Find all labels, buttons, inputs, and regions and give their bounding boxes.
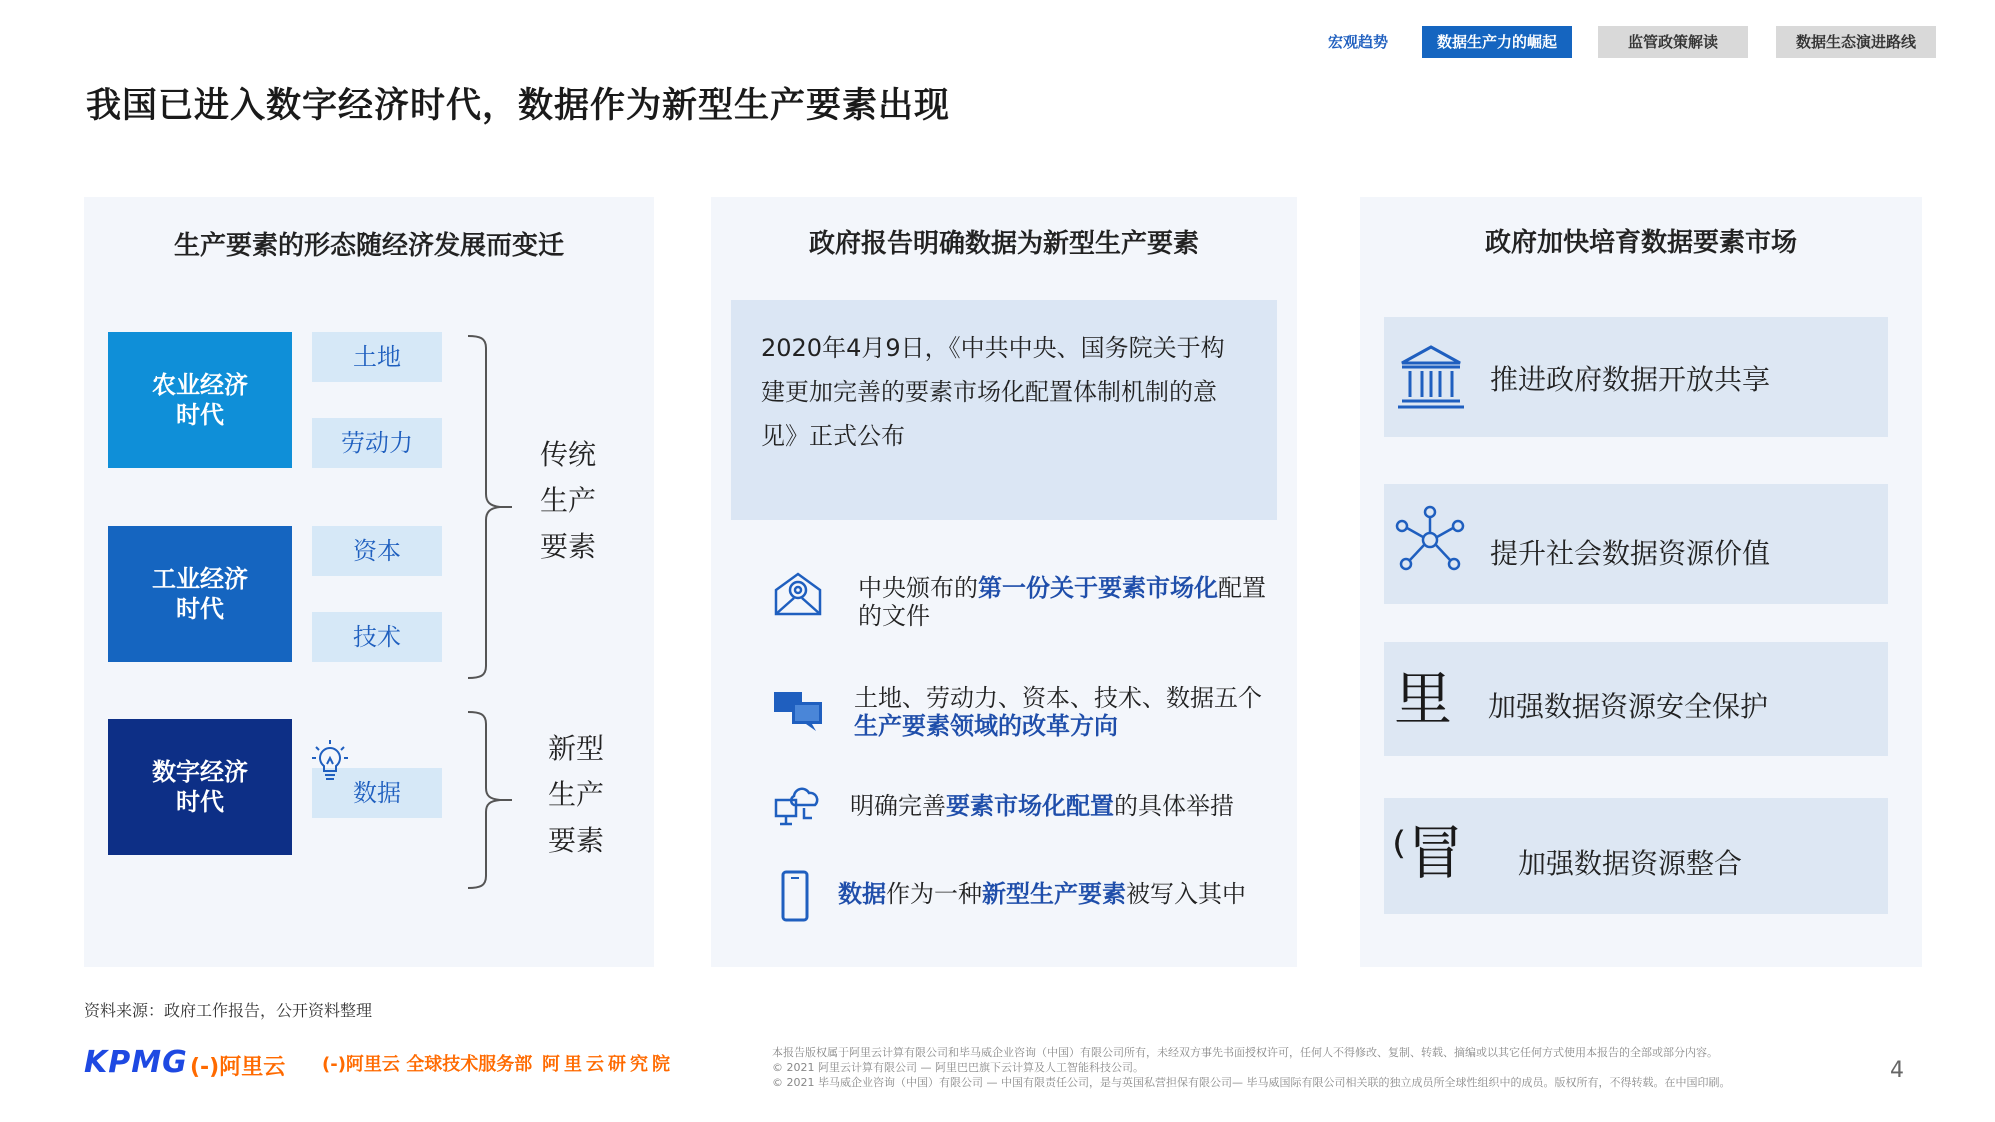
cloud-device-icon — [772, 778, 824, 832]
network-nodes-icon — [1392, 504, 1468, 576]
aliyun-logo: (-)阿里云 — [190, 1055, 286, 1080]
page-title: 我国已进入数字经济时代，数据作为新型生产要素出现 — [86, 86, 951, 126]
right-label-resource-value: 提升社会数据资源价值 — [1490, 537, 1771, 570]
policy-announcement: 2020年4月9日，《中共中央、国务院关于构建更加完善的要素市场化配置体制机制的意见》正式公布 — [731, 300, 1277, 520]
aliyun-research-logo: 阿里云研究院 — [542, 1054, 674, 1075]
aliyun-global-tech-logo: (-)阿里云 全球技术服务部 — [322, 1054, 533, 1075]
era-digital: 数字经济时代 — [108, 719, 292, 855]
government-building-icon — [1396, 343, 1466, 411]
right-panel-title: 政府加快培育数据要素市场 — [1484, 228, 1797, 258]
group-new-factors: 新型 生产 要素 — [547, 732, 604, 857]
factor-land: 土地 — [312, 332, 442, 382]
era-agricultural: 农业经济时代 — [108, 332, 292, 468]
left-panel-title: 生产要素的形态随经济发展而变迁 — [173, 231, 564, 261]
factor-technology: 技术 — [312, 612, 442, 662]
right-label-security: 加强数据资源安全保护 — [1488, 690, 1769, 723]
brace-new — [466, 710, 514, 890]
mid-item-measures: 明确完善要素市场化配置的具体举措 — [850, 792, 1234, 820]
shield-glyph-icon: 里 — [1394, 665, 1453, 733]
factor-capital: 资本 — [312, 526, 442, 576]
tab-data-ecosystem-roadmap[interactable]: 数据生态演进路线 — [1776, 26, 1936, 58]
disclaimer: 本报告版权属于阿里云计算有限公司和毕马威企业咨询（中国）有限公司所有，未经双方事先书面授权许可，任何人不得修改、复制、转载、摘编或以其它任何方式使用本报告的全部或部分内容。 © 2021 阿里云计算有限公司 — 阿里巴巴旗下云计算及人工智能科技公司。 © 2021 毕马威企业咨询（中国）有限公司 — 中国有限责任公司，是与英国私营担保有限公司— 毕马威国际有限公司相关联的独立成员所全球性组织中的成员。版权所有，不得转载。在中国印刷。 — [772, 1046, 1731, 1089]
envelope-icon — [772, 568, 824, 620]
mid-item-data-written: 数据作为一种新型生产要素被写入其中 — [838, 880, 1246, 908]
right-label-open-sharing: 推进政府数据开放共享 — [1490, 363, 1771, 396]
tab-macro-trend[interactable]: 宏观趋势 — [1327, 33, 1388, 51]
right-label-integration: 加强数据资源整合 — [1518, 847, 1743, 880]
tab-regulatory-policy[interactable]: 监管政策解读 — [1598, 26, 1748, 58]
source-note: 资料来源：政府工作报告，公开资料整理 — [84, 1001, 373, 1020]
page-number: 4 — [1890, 1058, 1904, 1083]
middle-panel-title: 政府报告明确数据为新型生产要素 — [808, 229, 1199, 259]
phone-icon — [780, 870, 810, 922]
kpmg-logo: KPMG — [84, 1045, 188, 1080]
integration-glyph-icon: ⁽冒 — [1392, 819, 1465, 887]
chat-icon — [772, 688, 824, 732]
era-industrial: 工业经济时代 — [108, 526, 292, 662]
mid-item-reform-direction: 土地、劳动力、资本、技术、数据五个生产要素领域的改革方向 — [854, 684, 1262, 740]
tab-data-productivity[interactable]: 数据生产力的崛起 — [1422, 26, 1572, 58]
factor-data: 数据 — [312, 768, 442, 818]
lightbulb-icon — [310, 738, 350, 786]
factor-labor: 劳动力 — [312, 418, 442, 468]
mid-item-first-document: 中央颁布的第一份关于要素市场化配置的文件 — [858, 574, 1266, 630]
brace-traditional — [466, 334, 514, 680]
group-traditional-factors: 传统 生产 要素 — [539, 438, 596, 563]
